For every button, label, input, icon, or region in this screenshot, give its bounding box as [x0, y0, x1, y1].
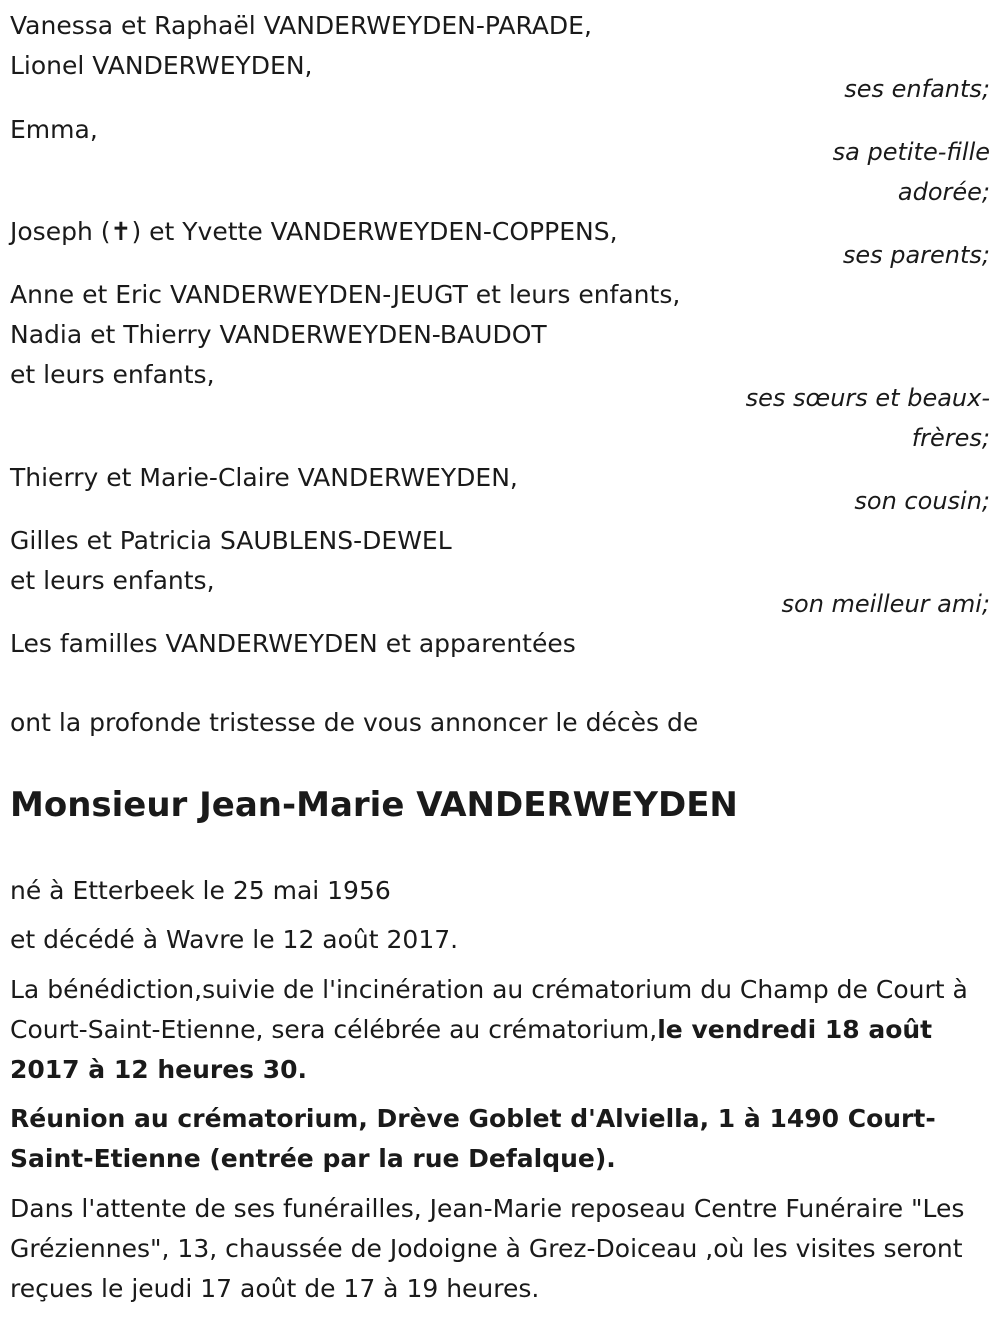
siblings-line-1: Anne et Eric VANDERWEYDEN-JEUGT et leurs enfants, [10, 280, 681, 309]
families-line: Les familles VANDERWEYDEN et apparentées [10, 629, 576, 658]
announcement: ont la profonde tristesse de vous annoncer le décès de [10, 708, 699, 737]
children-line-1: Vanessa et Raphaël VANDERWEYDEN-PARADE, [10, 11, 592, 40]
grandchild-relation-1: sa petite-fille [832, 138, 990, 166]
children-line-2: Lionel VANDERWEYDEN, [10, 51, 313, 80]
ceremony-date: le vendredi 18 août 2017 à 12 heures 30. [10, 1015, 933, 1084]
friend-line-1: Gilles et Patricia SAUBLENS-DEWEL [10, 526, 452, 555]
parents-relation: ses parents; [842, 241, 990, 269]
parents-prefix: Joseph ( [10, 217, 111, 246]
grandchild-line: Emma, [10, 115, 98, 144]
siblings-relation-1: ses sœurs et beaux- [745, 384, 990, 412]
siblings-relation-2: frères; [911, 424, 990, 452]
birth-line: né à Etterbeek le 25 mai 1956 [10, 876, 391, 905]
ceremony-text: La bénédiction,suivie de l'incinération au crématorium du Champ de Court à Court-Saint-Etienne, sera célébrée au crématorium, [10, 975, 968, 1044]
parents-line [10, 212, 618, 252]
parents-suffix: ) et Yvette VANDERWEYDEN-COPPENS, [131, 217, 618, 246]
children-relation: ses enfants; [844, 75, 990, 103]
siblings-line-3: et leurs enfants, [10, 360, 215, 389]
visitation-paragraph: Dans l'attente de ses funérailles, Jean-Marie reposeau Centre Funéraire "Les Gréziennes", 13, chaussée de Jodoigne à Grez-Doiceau ,où les visites seront reçues le jeudi 17 août de 17 à 19 heures. [10, 1194, 965, 1303]
ceremony-paragraph [10, 970, 995, 1090]
cross-icon: ✝ [110, 217, 132, 246]
death-line: et décédé à Wavre le 12 août 2017. [10, 925, 459, 954]
cousin-line: Thierry et Marie-Claire VANDERWEYDEN, [10, 463, 518, 492]
siblings-line-2: Nadia et Thierry VANDERWEYDEN-BAUDOT [10, 320, 547, 349]
grandchild-relation-2: adorée; [897, 178, 990, 206]
meeting-paragraph: Réunion au crématorium, Drève Goblet d'Alviella, 1 à 1490 Court-Saint-Etienne (entrée par la rue Defalque). [10, 1104, 936, 1173]
friend-relation: son meilleur ami; [781, 590, 990, 618]
friend-line-2: et leurs enfants, [10, 566, 215, 595]
deceased-name: Monsieur Jean-Marie VANDERWEYDEN [10, 785, 738, 825]
cousin-relation: son cousin; [854, 487, 990, 515]
